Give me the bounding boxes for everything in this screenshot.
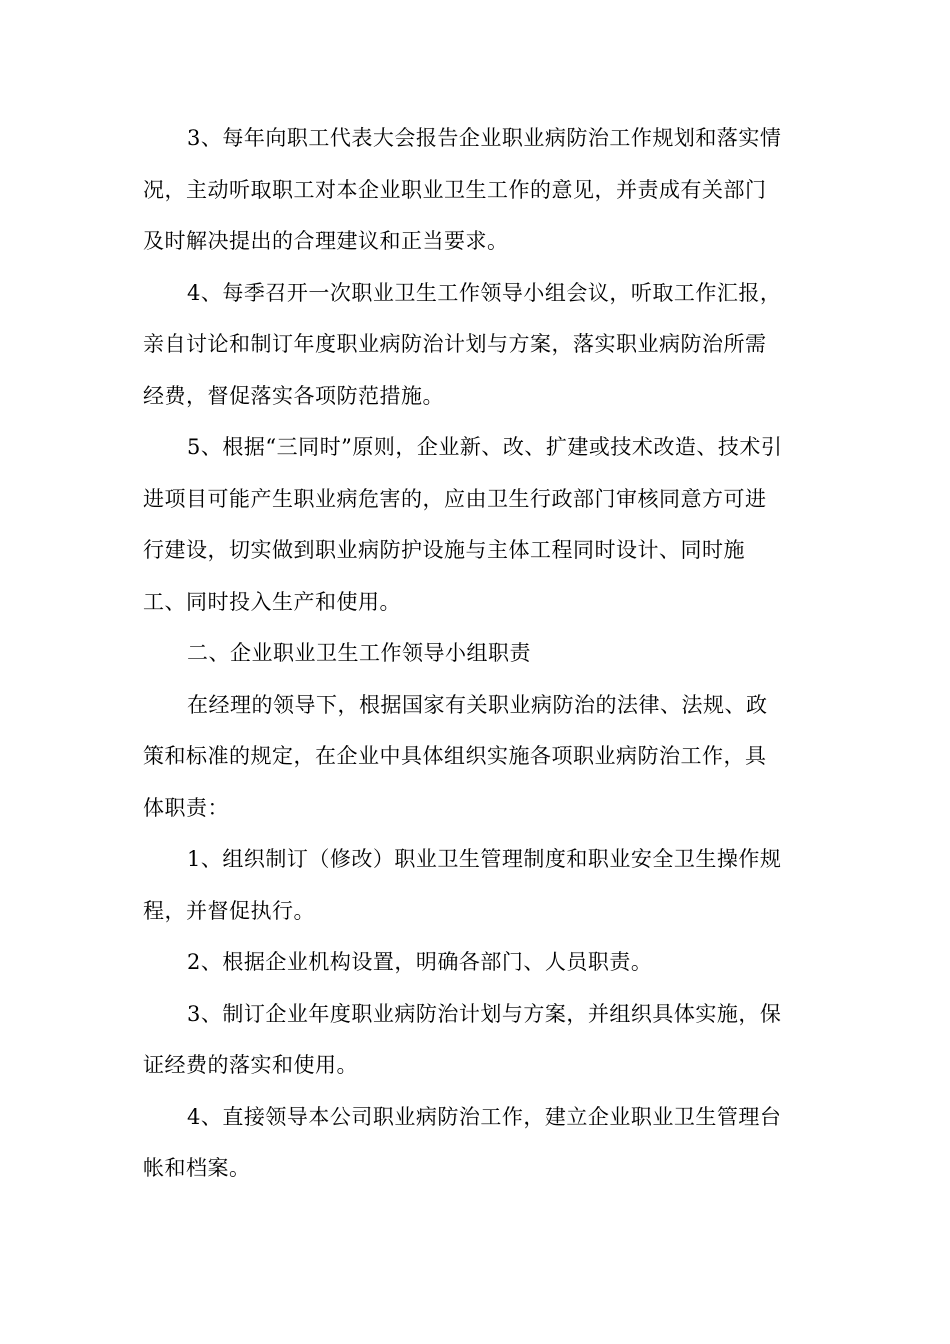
section-heading: 二、企业职业卫生工作领导小组职责 [187,641,531,665]
paragraph-line: 程，并督促执行。 [143,899,315,923]
paragraph-line: 在经理的领导下，根据国家有关职业病防治的法律、法规、政 [187,693,768,717]
paragraph-line: 及时解决提出的合理建议和正当要求。 [143,229,509,253]
paragraph-line: 2、根据企业机构设置，明确各部门、人员职责。 [187,950,653,974]
paragraph-line: 帐和档案。 [143,1156,251,1180]
paragraph-line: 4、每季召开一次职业卫生工作领导小组会议，听取工作汇报， [187,281,782,305]
paragraph-line: 经费，督促落实各项防范措施。 [143,384,444,408]
paragraph-line: 证经费的落实和使用。 [143,1053,358,1077]
paragraph-line: 进项目可能产生职业病危害的，应由卫生行政部门审核同意方可进 [143,487,767,511]
paragraph-line: 5、根据“三同时”原则，企业新、改、扩建或技术改造、技术引 [187,435,783,459]
paragraph-line: 3、制订企业年度职业病防治计划与方案，并组织具体实施，保 [187,1002,782,1026]
paragraph-line: 况，主动听取职工对本企业职业卫生工作的意见，并责成有关部门 [143,178,767,202]
paragraph-line: 亲自讨论和制订年度职业病防治计划与方案，落实职业病防治所需 [143,332,767,356]
paragraph-line: 工、同时投入生产和使用。 [143,590,401,614]
paragraph-line: 3、每年向职工代表大会报告企业职业病防治工作规划和落实情 [187,126,782,150]
paragraph-line: 1、组织制订（修改）职业卫生管理制度和职业安全卫生操作规 [187,847,782,871]
paragraph-line: 体职责： [143,796,229,820]
paragraph-line: 策和标准的规定，在企业中具体组织实施各项职业病防治工作，具 [143,744,767,768]
paragraph-line: 行建设，切实做到职业病防护设施与主体工程同时设计、同时施 [143,538,745,562]
paragraph-line: 4、直接领导本公司职业病防治工作，建立企业职业卫生管理台 [187,1105,782,1129]
